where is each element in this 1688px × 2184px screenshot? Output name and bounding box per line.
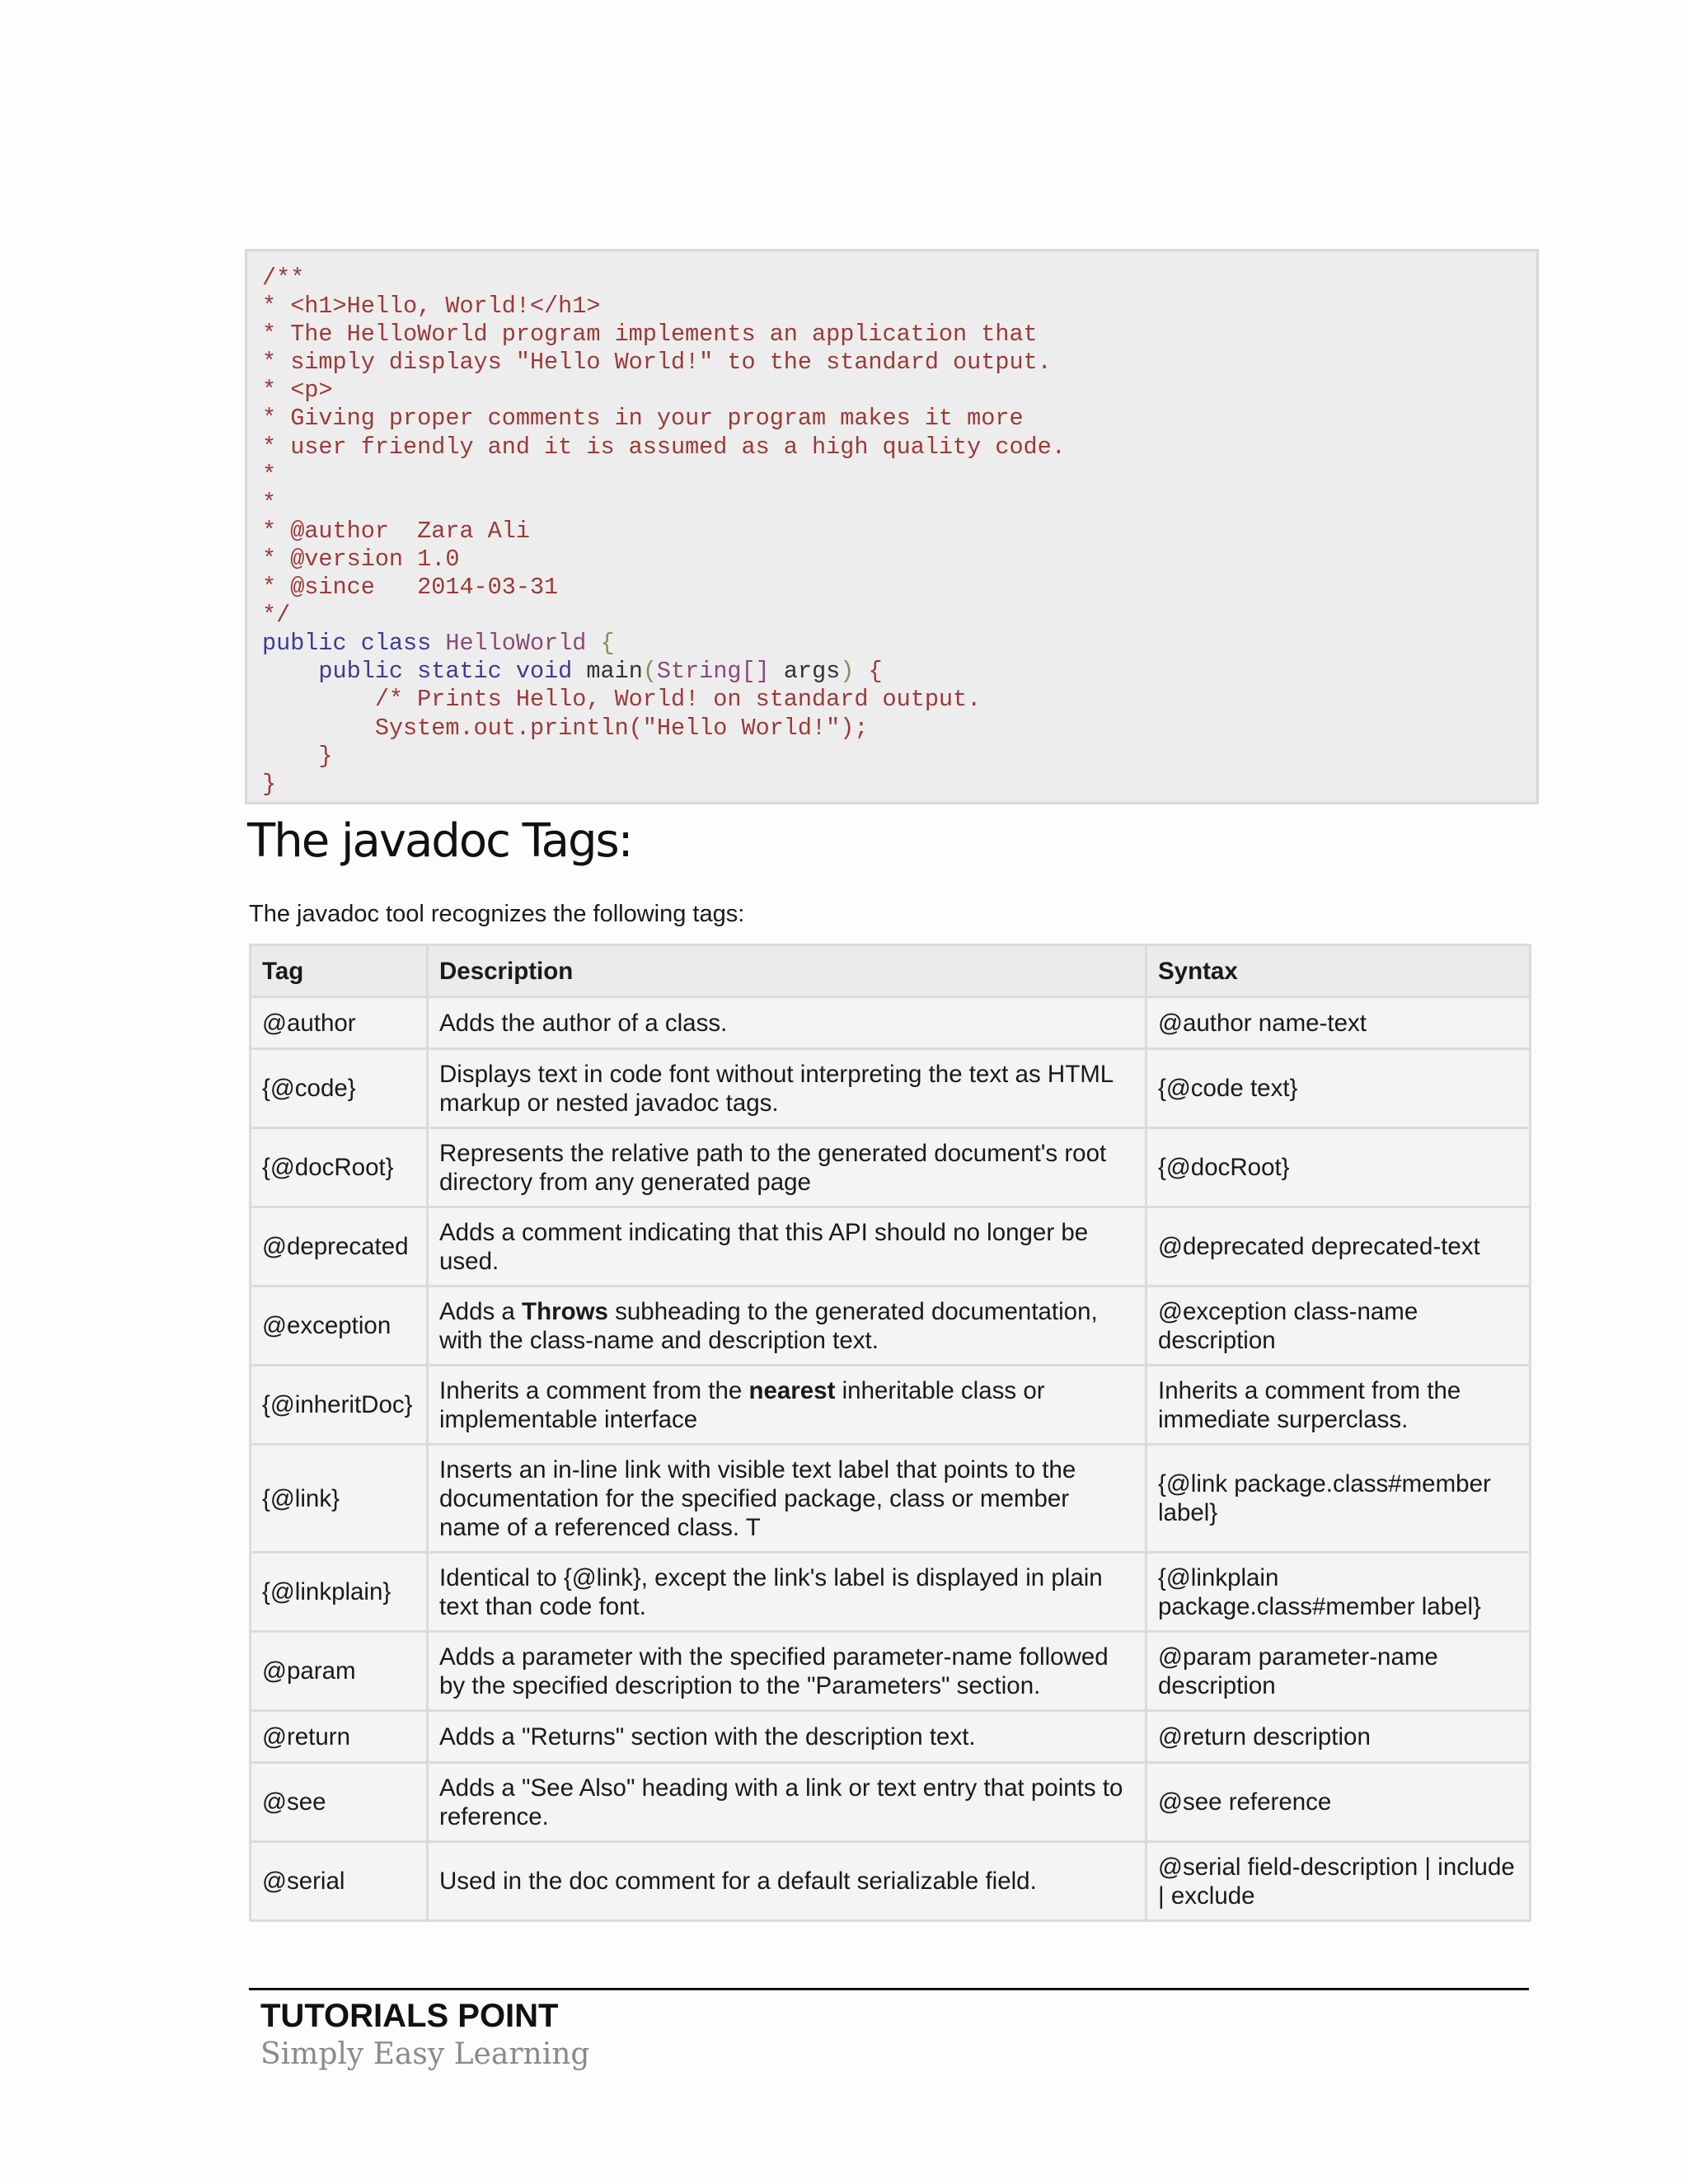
code-type: String[] <box>656 658 770 686</box>
column-header-tag: Tag <box>251 945 428 997</box>
description-cell: Represents the relative path to the generated document's root directory from any generated page <box>428 1128 1146 1207</box>
tag-cell: @exception <box>251 1286 428 1366</box>
table-row <box>251 1763 1531 1842</box>
code-method-name: main <box>586 658 643 686</box>
tag-cell: @return <box>251 1711 428 1763</box>
syntax-cell: Inherits a comment from the immediate surperclass. <box>1146 1366 1531 1445</box>
description-cell: Adds a parameter with the specified parameter-name followed by the specified description to the "Parameters" section. <box>428 1632 1146 1711</box>
syntax-cell: {@link package.class#member label} <box>1146 1445 1531 1553</box>
code-comment-line: * @author Zara Ali <box>262 517 530 545</box>
table-header-row <box>251 945 1531 997</box>
code-main-line <box>262 658 1536 686</box>
description-cell: Inserts an in-line link with visible text label that points to the documentation for the specified package, class or member name of a referenced class. T <box>428 1445 1146 1553</box>
code-comment-line: */ <box>262 602 291 630</box>
syntax-cell: @see reference <box>1146 1763 1531 1842</box>
code-comment-line: * user friendly and it is assumed as a high quality code. <box>262 433 1066 461</box>
code-class-name: HelloWorld <box>445 630 587 658</box>
tag-cell: @param <box>251 1632 428 1711</box>
code-block <box>245 249 1539 804</box>
table-row <box>251 1049 1531 1128</box>
column-header-syntax: Syntax <box>1146 945 1531 997</box>
table-row <box>251 997 1531 1049</box>
description-bold-text: Throws <box>522 1297 608 1325</box>
column-header-description: Description <box>428 945 1146 997</box>
syntax-cell: @param parameter-name description <box>1146 1632 1531 1711</box>
code-comment-line: * <box>262 489 277 517</box>
description-text: inheritable class or implementable interface <box>439 1376 1045 1433</box>
syntax-cell: @deprecated deprecated-text <box>1146 1207 1531 1286</box>
code-class-line <box>262 630 1536 658</box>
description-bold-text: nearest <box>748 1376 836 1404</box>
code-arg: args <box>783 658 841 686</box>
description-text: Inherits a comment from the <box>439 1376 749 1404</box>
code-println: System.out.println("Hello World!"); <box>262 714 869 742</box>
code-close-brace: } <box>262 770 277 798</box>
description-cell: Adds a "Returns" section with the description text. <box>428 1711 1146 1763</box>
syntax-cell: @author name-text <box>1146 997 1531 1049</box>
code-comment-line: * <p> <box>262 377 333 405</box>
code-comment-line: * Giving proper comments in your program makes it more <box>262 405 1024 433</box>
code-brace: { <box>600 630 615 658</box>
syntax-cell: {@code text} <box>1146 1049 1531 1128</box>
description-text: Adds a <box>439 1297 523 1325</box>
table-row <box>251 1842 1531 1921</box>
code-comment-line: * @version 1.0 <box>262 545 460 573</box>
code-comment-line: * <box>262 461 277 489</box>
table-row <box>251 1632 1531 1711</box>
code-comment-line: /** <box>262 265 305 292</box>
code-paren: ) <box>840 658 855 686</box>
code-brace: { <box>868 658 883 686</box>
tag-cell: @see <box>251 1763 428 1842</box>
syntax-cell: @return description <box>1146 1711 1531 1763</box>
table-row <box>251 1207 1531 1286</box>
syntax-cell: @exception class-name description <box>1146 1286 1531 1366</box>
code-comment-line: * The HelloWorld program implements an application that <box>262 321 1038 349</box>
code-comment-line: * @since 2014-03-31 <box>262 574 559 602</box>
code-inner-comment: /* Prints Hello, World! on standard output. <box>262 686 982 714</box>
footer-divider <box>249 1988 1529 1990</box>
table-row <box>251 1366 1531 1445</box>
tag-cell: {@linkplain} <box>251 1553 428 1632</box>
code-indent <box>262 658 318 685</box>
table-row <box>251 1445 1531 1553</box>
code-paren: ( <box>642 658 657 686</box>
description-cell: Used in the doc comment for a default serializable field. <box>428 1842 1146 1921</box>
description-cell: Displays text in code font without interpreting the text as HTML markup or nested javadoc tags. <box>428 1049 1146 1128</box>
footer-tagline: Simply Easy Learning <box>260 2037 590 2071</box>
code-keyword: public class <box>262 630 432 658</box>
code-comment-line: * simply displays "Hello World!" to the standard output. <box>262 349 1052 377</box>
description-cell <box>428 1366 1146 1445</box>
tag-cell: {@inheritDoc} <box>251 1366 428 1445</box>
tag-cell: @serial <box>251 1842 428 1921</box>
description-cell: Identical to {@link}, except the link's label is displayed in plain text than code font. <box>428 1553 1146 1632</box>
description-cell: Adds the author of a class. <box>428 997 1146 1049</box>
tag-cell: {@code} <box>251 1049 428 1128</box>
code-close-brace: } <box>262 742 333 770</box>
javadoc-tags-table <box>249 944 1531 1922</box>
description-cell <box>428 1286 1146 1366</box>
table-row <box>251 1553 1531 1632</box>
section-heading: The javadoc Tags: <box>247 814 632 868</box>
table-row <box>251 1128 1531 1207</box>
syntax-cell: {@linkplain package.class#member label} <box>1146 1553 1531 1632</box>
table-row <box>251 1286 1531 1366</box>
tag-cell: {@docRoot} <box>251 1128 428 1207</box>
syntax-cell: {@docRoot} <box>1146 1128 1531 1207</box>
tag-cell: @deprecated <box>251 1207 428 1286</box>
description-cell: Adds a comment indicating that this API should no longer be used. <box>428 1207 1146 1286</box>
code-keyword: public static void <box>318 658 573 686</box>
table-row <box>251 1711 1531 1763</box>
description-cell: Adds a "See Also" heading with a link or text entry that points to reference. <box>428 1763 1146 1842</box>
tag-cell: @author <box>251 997 428 1049</box>
tag-cell: {@link} <box>251 1445 428 1553</box>
intro-paragraph: The javadoc tool recognizes the following tags: <box>249 901 745 927</box>
footer-brand: TUTORIALS POINT <box>260 1998 559 2034</box>
code-comment-line: * <h1>Hello, World!</h1> <box>262 293 601 321</box>
description-text: subheading to the generated documentation, with the class-name and description text. <box>439 1297 1098 1354</box>
syntax-cell: @serial field-description | include | exclude <box>1146 1842 1531 1921</box>
